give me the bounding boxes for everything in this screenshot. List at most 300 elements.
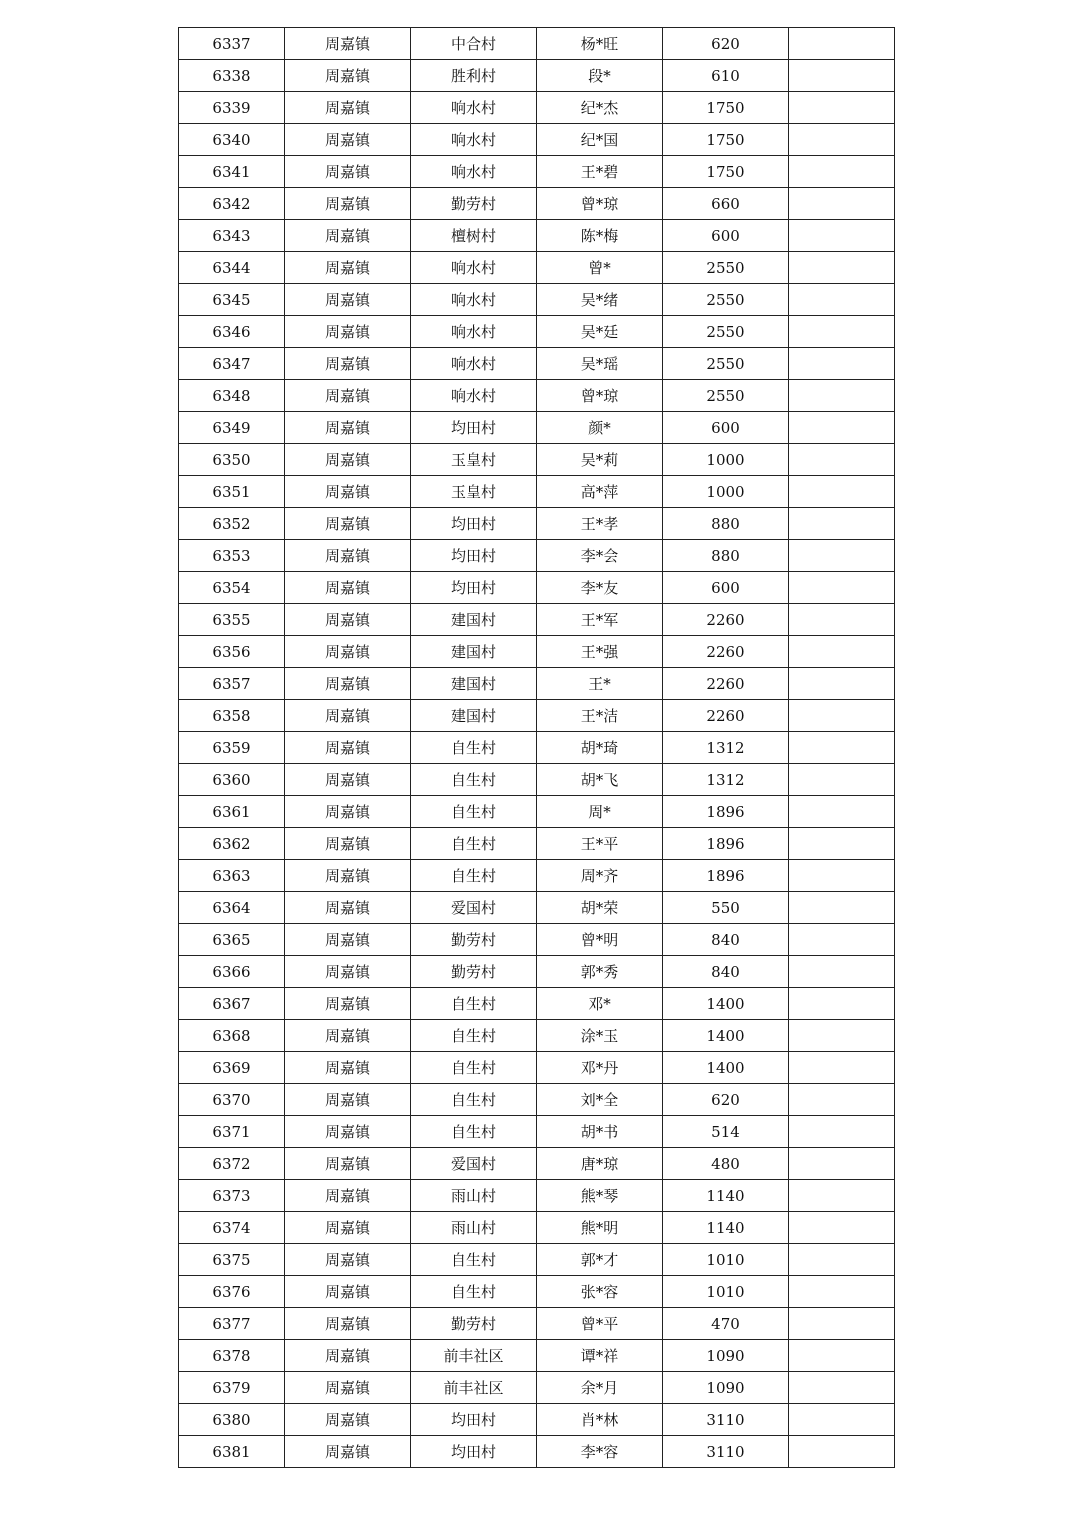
cell-amount: 1400: [663, 1052, 789, 1084]
cell-amount: 1010: [663, 1276, 789, 1308]
cell-village: 自生村: [411, 1244, 537, 1276]
cell-village: 雨山村: [411, 1212, 537, 1244]
cell-name: 李*容: [537, 1436, 663, 1468]
cell-town: 周嘉镇: [285, 796, 411, 828]
cell-amount: 2260: [663, 636, 789, 668]
cell-number: 6376: [179, 1276, 285, 1308]
cell-village: 自生村: [411, 988, 537, 1020]
cell-town: 周嘉镇: [285, 764, 411, 796]
cell-note: [789, 956, 895, 988]
cell-note: [789, 1020, 895, 1052]
cell-name: 周*: [537, 796, 663, 828]
cell-note: [789, 924, 895, 956]
cell-number: 6353: [179, 540, 285, 572]
cell-name: 纪*国: [537, 124, 663, 156]
cell-village: 响水村: [411, 92, 537, 124]
cell-village: 自生村: [411, 1020, 537, 1052]
cell-note: [789, 1212, 895, 1244]
cell-town: 周嘉镇: [285, 668, 411, 700]
cell-name: 曾*明: [537, 924, 663, 956]
table-row: [179, 252, 895, 284]
cell-town: 周嘉镇: [285, 60, 411, 92]
cell-note: [789, 156, 895, 188]
cell-town: 周嘉镇: [285, 444, 411, 476]
cell-village: 均田村: [411, 508, 537, 540]
cell-number: 6361: [179, 796, 285, 828]
cell-town: 周嘉镇: [285, 1116, 411, 1148]
table-row: [179, 124, 895, 156]
table-row: [179, 1276, 895, 1308]
beneficiary-table: [178, 27, 895, 1468]
cell-town: 周嘉镇: [285, 1340, 411, 1372]
cell-note: [789, 1180, 895, 1212]
cell-note: [789, 188, 895, 220]
cell-note: [789, 1404, 895, 1436]
cell-number: 6368: [179, 1020, 285, 1052]
cell-village: 前丰社区: [411, 1340, 537, 1372]
cell-amount: 1140: [663, 1180, 789, 1212]
cell-town: 周嘉镇: [285, 1372, 411, 1404]
cell-note: [789, 604, 895, 636]
cell-town: 周嘉镇: [285, 604, 411, 636]
cell-name: 胡*飞: [537, 764, 663, 796]
cell-number: 6340: [179, 124, 285, 156]
cell-town: 周嘉镇: [285, 220, 411, 252]
cell-town: 周嘉镇: [285, 1180, 411, 1212]
table-row: [179, 1116, 895, 1148]
cell-amount: 610: [663, 60, 789, 92]
cell-town: 周嘉镇: [285, 988, 411, 1020]
cell-village: 自生村: [411, 732, 537, 764]
cell-amount: 1010: [663, 1244, 789, 1276]
cell-name: 邓*丹: [537, 1052, 663, 1084]
cell-village: 响水村: [411, 284, 537, 316]
cell-village: 均田村: [411, 412, 537, 444]
cell-town: 周嘉镇: [285, 540, 411, 572]
cell-name: 谭*祥: [537, 1340, 663, 1372]
cell-town: 周嘉镇: [285, 252, 411, 284]
cell-number: 6364: [179, 892, 285, 924]
cell-number: 6348: [179, 380, 285, 412]
cell-note: [789, 220, 895, 252]
cell-name: 唐*琼: [537, 1148, 663, 1180]
table-row: [179, 476, 895, 508]
cell-village: 均田村: [411, 572, 537, 604]
cell-number: 6381: [179, 1436, 285, 1468]
cell-village: 响水村: [411, 252, 537, 284]
cell-number: 6351: [179, 476, 285, 508]
cell-number: 6352: [179, 508, 285, 540]
cell-amount: 620: [663, 1084, 789, 1116]
cell-amount: 1000: [663, 476, 789, 508]
cell-town: 周嘉镇: [285, 92, 411, 124]
cell-note: [789, 1340, 895, 1372]
cell-note: [789, 316, 895, 348]
cell-amount: 1750: [663, 156, 789, 188]
cell-village: 自生村: [411, 1084, 537, 1116]
cell-number: 6354: [179, 572, 285, 604]
table-row: [179, 732, 895, 764]
cell-town: 周嘉镇: [285, 380, 411, 412]
cell-note: [789, 1436, 895, 1468]
cell-name: 陈*梅: [537, 220, 663, 252]
cell-village: 建国村: [411, 636, 537, 668]
cell-town: 周嘉镇: [285, 476, 411, 508]
table-row: [179, 188, 895, 220]
cell-town: 周嘉镇: [285, 1052, 411, 1084]
table-row: [179, 1244, 895, 1276]
cell-name: 吴*莉: [537, 444, 663, 476]
cell-name: 吴*廷: [537, 316, 663, 348]
cell-note: [789, 1372, 895, 1404]
cell-note: [789, 764, 895, 796]
cell-number: 6375: [179, 1244, 285, 1276]
cell-amount: 2260: [663, 668, 789, 700]
cell-amount: 2550: [663, 316, 789, 348]
cell-village: 响水村: [411, 124, 537, 156]
table-row: [179, 1404, 895, 1436]
table-row: [179, 764, 895, 796]
cell-note: [789, 700, 895, 732]
cell-name: 颜*: [537, 412, 663, 444]
cell-name: 曾*琼: [537, 188, 663, 220]
cell-note: [789, 476, 895, 508]
cell-village: 勤劳村: [411, 924, 537, 956]
cell-note: [789, 1276, 895, 1308]
cell-number: 6338: [179, 60, 285, 92]
cell-number: 6350: [179, 444, 285, 476]
cell-village: 自生村: [411, 764, 537, 796]
table-row: [179, 412, 895, 444]
cell-name: 邓*: [537, 988, 663, 1020]
cell-number: 6349: [179, 412, 285, 444]
cell-village: 自生村: [411, 1116, 537, 1148]
cell-town: 周嘉镇: [285, 892, 411, 924]
cell-number: 6374: [179, 1212, 285, 1244]
cell-village: 雨山村: [411, 1180, 537, 1212]
cell-name: 李*会: [537, 540, 663, 572]
cell-town: 周嘉镇: [285, 1084, 411, 1116]
cell-village: 中合村: [411, 28, 537, 60]
cell-amount: 1090: [663, 1340, 789, 1372]
cell-name: 郭*才: [537, 1244, 663, 1276]
cell-note: [789, 444, 895, 476]
cell-number: 6346: [179, 316, 285, 348]
cell-village: 前丰社区: [411, 1372, 537, 1404]
cell-name: 张*容: [537, 1276, 663, 1308]
cell-town: 周嘉镇: [285, 284, 411, 316]
cell-village: 自生村: [411, 828, 537, 860]
cell-note: [789, 1308, 895, 1340]
cell-name: 涂*玉: [537, 1020, 663, 1052]
cell-number: 6370: [179, 1084, 285, 1116]
table-row: [179, 1148, 895, 1180]
cell-number: 6355: [179, 604, 285, 636]
cell-name: 王*洁: [537, 700, 663, 732]
cell-number: 6379: [179, 1372, 285, 1404]
cell-note: [789, 668, 895, 700]
cell-number: 6371: [179, 1116, 285, 1148]
cell-village: 勤劳村: [411, 956, 537, 988]
cell-town: 周嘉镇: [285, 1276, 411, 1308]
cell-name: 熊*琴: [537, 1180, 663, 1212]
cell-amount: 480: [663, 1148, 789, 1180]
cell-amount: 2550: [663, 284, 789, 316]
cell-town: 周嘉镇: [285, 1020, 411, 1052]
table-row: [179, 444, 895, 476]
cell-village: 响水村: [411, 316, 537, 348]
cell-town: 周嘉镇: [285, 924, 411, 956]
table-row: [179, 700, 895, 732]
table-row: [179, 572, 895, 604]
cell-amount: 1312: [663, 732, 789, 764]
cell-amount: 470: [663, 1308, 789, 1340]
cell-town: 周嘉镇: [285, 700, 411, 732]
table-row: [179, 924, 895, 956]
table-row: [179, 988, 895, 1020]
cell-amount: 2550: [663, 380, 789, 412]
table-row: [179, 668, 895, 700]
cell-village: 建国村: [411, 604, 537, 636]
cell-town: 周嘉镇: [285, 636, 411, 668]
cell-number: 6373: [179, 1180, 285, 1212]
cell-amount: 880: [663, 540, 789, 572]
cell-amount: 3110: [663, 1404, 789, 1436]
cell-number: 6342: [179, 188, 285, 220]
cell-village: 均田村: [411, 540, 537, 572]
cell-amount: 880: [663, 508, 789, 540]
cell-village: 勤劳村: [411, 1308, 537, 1340]
cell-number: 6347: [179, 348, 285, 380]
cell-number: 6367: [179, 988, 285, 1020]
cell-town: 周嘉镇: [285, 828, 411, 860]
cell-name: 李*友: [537, 572, 663, 604]
cell-amount: 600: [663, 220, 789, 252]
cell-village: 响水村: [411, 380, 537, 412]
table-row: [179, 540, 895, 572]
table-row: [179, 1212, 895, 1244]
table-row: [179, 156, 895, 188]
cell-number: 6341: [179, 156, 285, 188]
cell-town: 周嘉镇: [285, 1436, 411, 1468]
cell-number: 6343: [179, 220, 285, 252]
cell-name: 段*: [537, 60, 663, 92]
table-row: [179, 1084, 895, 1116]
cell-note: [789, 988, 895, 1020]
table-row: [179, 860, 895, 892]
cell-amount: 514: [663, 1116, 789, 1148]
cell-note: [789, 92, 895, 124]
cell-town: 周嘉镇: [285, 1148, 411, 1180]
cell-amount: 2260: [663, 700, 789, 732]
cell-number: 6378: [179, 1340, 285, 1372]
cell-note: [789, 284, 895, 316]
cell-amount: 2550: [663, 348, 789, 380]
cell-town: 周嘉镇: [285, 412, 411, 444]
cell-town: 周嘉镇: [285, 188, 411, 220]
cell-name: 杨*旺: [537, 28, 663, 60]
cell-name: 王*孝: [537, 508, 663, 540]
cell-name: 王*强: [537, 636, 663, 668]
cell-village: 自生村: [411, 1052, 537, 1084]
cell-amount: 840: [663, 924, 789, 956]
cell-number: 6339: [179, 92, 285, 124]
cell-name: 曾*琼: [537, 380, 663, 412]
table-row: [179, 1180, 895, 1212]
cell-village: 爱国村: [411, 892, 537, 924]
table-row: [179, 796, 895, 828]
cell-note: [789, 860, 895, 892]
cell-name: 曾*平: [537, 1308, 663, 1340]
cell-number: 6359: [179, 732, 285, 764]
cell-name: 吴*瑶: [537, 348, 663, 380]
cell-number: 6357: [179, 668, 285, 700]
cell-amount: 1750: [663, 92, 789, 124]
cell-town: 周嘉镇: [285, 1404, 411, 1436]
cell-number: 6344: [179, 252, 285, 284]
cell-town: 周嘉镇: [285, 732, 411, 764]
cell-name: 王*碧: [537, 156, 663, 188]
cell-note: [789, 1116, 895, 1148]
cell-village: 均田村: [411, 1404, 537, 1436]
cell-amount: 660: [663, 188, 789, 220]
table-row: [179, 1052, 895, 1084]
cell-name: 刘*全: [537, 1084, 663, 1116]
cell-note: [789, 252, 895, 284]
cell-amount: 2550: [663, 252, 789, 284]
cell-name: 曾*: [537, 252, 663, 284]
cell-note: [789, 124, 895, 156]
table-row: [179, 636, 895, 668]
cell-amount: 1000: [663, 444, 789, 476]
cell-amount: 1896: [663, 860, 789, 892]
cell-name: 郭*秀: [537, 956, 663, 988]
cell-name: 纪*杰: [537, 92, 663, 124]
cell-note: [789, 732, 895, 764]
cell-number: 6358: [179, 700, 285, 732]
cell-number: 6356: [179, 636, 285, 668]
cell-town: 周嘉镇: [285, 508, 411, 540]
table-row: [179, 284, 895, 316]
cell-amount: 2260: [663, 604, 789, 636]
cell-name: 高*萍: [537, 476, 663, 508]
cell-village: 玉皇村: [411, 476, 537, 508]
cell-note: [789, 892, 895, 924]
cell-town: 周嘉镇: [285, 28, 411, 60]
cell-number: 6362: [179, 828, 285, 860]
cell-village: 勤劳村: [411, 188, 537, 220]
cell-number: 6345: [179, 284, 285, 316]
cell-amount: 1090: [663, 1372, 789, 1404]
cell-name: 胡*书: [537, 1116, 663, 1148]
cell-name: 王*平: [537, 828, 663, 860]
table-row: [179, 956, 895, 988]
table-row: [179, 92, 895, 124]
cell-amount: 1140: [663, 1212, 789, 1244]
cell-town: 周嘉镇: [285, 1244, 411, 1276]
cell-note: [789, 572, 895, 604]
cell-amount: 1312: [663, 764, 789, 796]
cell-note: [789, 348, 895, 380]
cell-note: [789, 828, 895, 860]
cell-village: 建国村: [411, 668, 537, 700]
cell-village: 爱国村: [411, 1148, 537, 1180]
cell-number: 6363: [179, 860, 285, 892]
cell-amount: 1400: [663, 1020, 789, 1052]
cell-amount: 840: [663, 956, 789, 988]
cell-village: 响水村: [411, 156, 537, 188]
table-row: [179, 892, 895, 924]
table-row: [179, 1436, 895, 1468]
cell-amount: 550: [663, 892, 789, 924]
cell-amount: 1750: [663, 124, 789, 156]
table-row: [179, 1308, 895, 1340]
cell-amount: 620: [663, 28, 789, 60]
cell-village: 胜利村: [411, 60, 537, 92]
cell-village: 玉皇村: [411, 444, 537, 476]
cell-amount: 3110: [663, 1436, 789, 1468]
table-body: [179, 28, 895, 1468]
cell-town: 周嘉镇: [285, 316, 411, 348]
table-row: [179, 1372, 895, 1404]
cell-number: 6380: [179, 1404, 285, 1436]
cell-town: 周嘉镇: [285, 124, 411, 156]
cell-town: 周嘉镇: [285, 1308, 411, 1340]
cell-village: 建国村: [411, 700, 537, 732]
table-row: [179, 604, 895, 636]
cell-number: 6337: [179, 28, 285, 60]
cell-village: 均田村: [411, 1436, 537, 1468]
cell-number: 6369: [179, 1052, 285, 1084]
cell-town: 周嘉镇: [285, 956, 411, 988]
cell-amount: 600: [663, 412, 789, 444]
table-row: [179, 348, 895, 380]
table-row: [179, 60, 895, 92]
cell-note: [789, 636, 895, 668]
cell-town: 周嘉镇: [285, 572, 411, 604]
cell-note: [789, 412, 895, 444]
cell-town: 周嘉镇: [285, 156, 411, 188]
cell-village: 自生村: [411, 1276, 537, 1308]
cell-name: 胡*荣: [537, 892, 663, 924]
cell-town: 周嘉镇: [285, 860, 411, 892]
table-row: [179, 1020, 895, 1052]
cell-number: 6366: [179, 956, 285, 988]
cell-note: [789, 540, 895, 572]
table-row: [179, 508, 895, 540]
table-row: [179, 828, 895, 860]
cell-note: [789, 380, 895, 412]
cell-village: 自生村: [411, 860, 537, 892]
cell-village: 檀树村: [411, 220, 537, 252]
cell-village: 自生村: [411, 796, 537, 828]
cell-amount: 1400: [663, 988, 789, 1020]
table-row: [179, 220, 895, 252]
cell-name: 王*: [537, 668, 663, 700]
cell-number: 6360: [179, 764, 285, 796]
cell-note: [789, 1084, 895, 1116]
cell-amount: 1896: [663, 828, 789, 860]
cell-note: [789, 1148, 895, 1180]
cell-note: [789, 1244, 895, 1276]
cell-name: 吴*绪: [537, 284, 663, 316]
cell-name: 余*月: [537, 1372, 663, 1404]
cell-town: 周嘉镇: [285, 348, 411, 380]
table-row: [179, 28, 895, 60]
cell-amount: 600: [663, 572, 789, 604]
cell-village: 响水村: [411, 348, 537, 380]
cell-name: 熊*明: [537, 1212, 663, 1244]
